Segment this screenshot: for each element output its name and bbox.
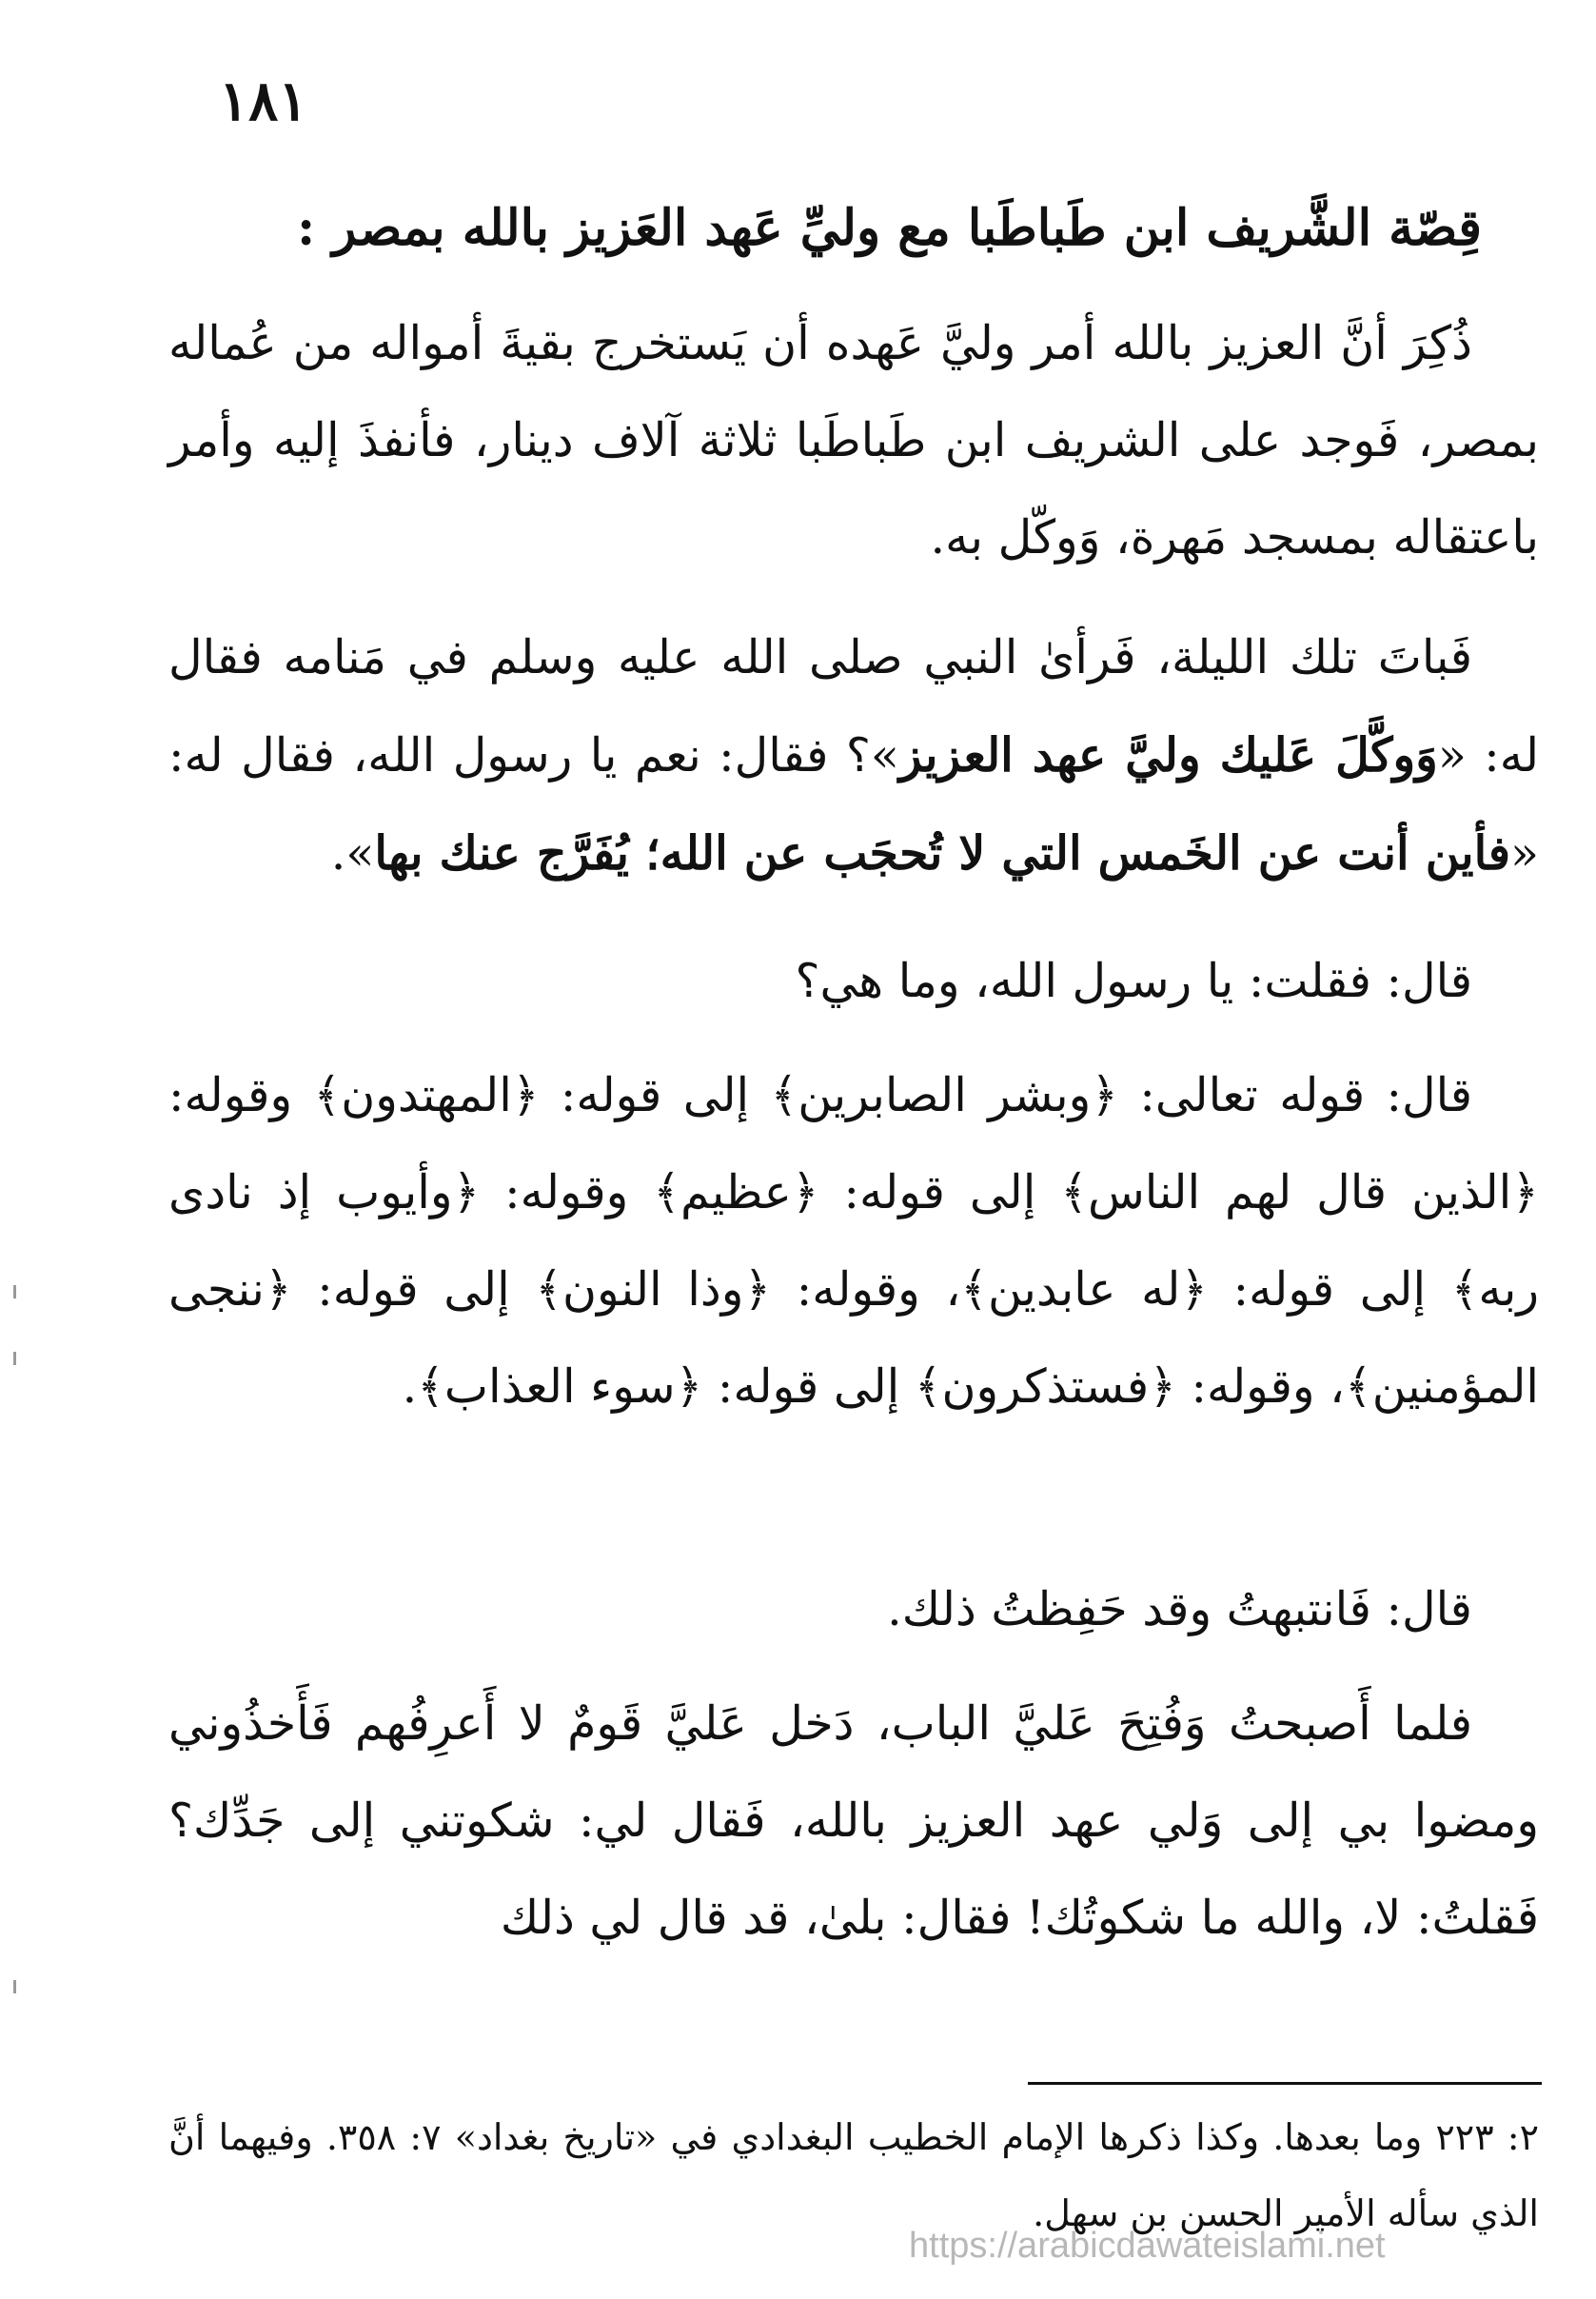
paragraph-5-text: قال: فَانتبهتُ وقد حَفِظتُ ذلك.: [887, 1582, 1472, 1636]
paragraph-4-text: قال: قوله تعالى: ﴿وبشر الصابرين﴾ إلى قوله: ﴿المهتدون﴾ وقوله: ﴿الذين قال لهم الناس﴾ إلى قوله: ﴿عظيم﴾ وقوله: ﴿وأيوب إذ نادى ربه﴾ إلى قوله: ﴿له عابدين﴾، وقوله: ﴿وذا النون﴾ إلى قوله: ﴿ننجى المؤمنين﴾، وقوله: ﴿فستذكرون﴾ إلى قوله: ﴿سوء العذاب﴾.: [168, 1068, 1539, 1414]
scan-speck: [13, 1285, 16, 1298]
section-heading: قِصّة الشَّريف ابن طَباطَبا مع وليِّ عَهد العَزيز بالله بمصر :: [296, 199, 1482, 257]
footnote: ٢: ٢٢٣ وما بعدها. وكذا ذكرها الإمام الخطيب البغدادي في «تاريخ بغداد» ٧: ٣٥٨. وفيهما أنَّ الذي سأله الأمير الحسن بن سهل.: [168, 2116, 1540, 2234]
footnote-divider: [1028, 2082, 1542, 2085]
paragraph-6: [168, 1675, 1539, 1967]
paragraph-2-text-a: فَباتَ تلك الليلة، فَرأىٰ النبي صلى الله عليه وسلم في مَنامه فقال له: «: [168, 630, 1539, 783]
paragraph-2-text-c: ».: [330, 826, 375, 881]
scan-speck: [13, 1980, 16, 1993]
paragraph-4: [168, 1047, 1539, 1436]
scan-speck: [13, 1352, 16, 1365]
paragraph-6-text: فلما أَصبحتُ وَفُتِحَ عَليَّ الباب، دَخل عَليَّ قَومٌ لا أَعرِفُهم فَأَخذُوني ومضوا بي إلى وَلي عهد العزيز بالله، فَقال لي: شكوتني إلى جَدِّك؟ فَقلتُ: لا، والله ما شكوتُك! فقال: بلىٰ، قد قال لي ذلك: [168, 1696, 1539, 1945]
paragraph-2: [168, 609, 1539, 902]
paragraph-1-text: ذُكِرَ أنَّ العزيز بالله أمر وليَّ عَهده أن يَستخرج بقيةَ أمواله من عُماله بمصر، فَوجد على الشريف ابن طَباطَبا ثلاثة آلاف دينار، فأنفذَ إليه وأمر باعتقاله بمسجد مَهرة، وَوكّل به.: [168, 316, 1539, 565]
paragraph-3: [168, 933, 1539, 1030]
paragraph-2-quote-1: وَوكَّلَ عَليك وليَّ عهد العزيز: [898, 727, 1438, 783]
paragraph-1: [168, 295, 1539, 586]
paragraph-3-text: قال: فقلت: يا رسول الله، وما هي؟: [795, 954, 1472, 1008]
paragraph-2-quote-2: فأين أنت عن الخَمس التي لا تُحجَب عن الله؛ يُفَرَّج عنك بها: [374, 825, 1511, 881]
watermark-url: https://arabicdawateislami.net: [909, 2226, 1386, 2266]
paragraph-2-text-b: »؟ فقال: نعم يا رسول الله، فقال له: «: [168, 728, 1539, 881]
paragraph-5: [168, 1561, 1539, 1658]
page-number: ١٨١: [219, 69, 308, 133]
